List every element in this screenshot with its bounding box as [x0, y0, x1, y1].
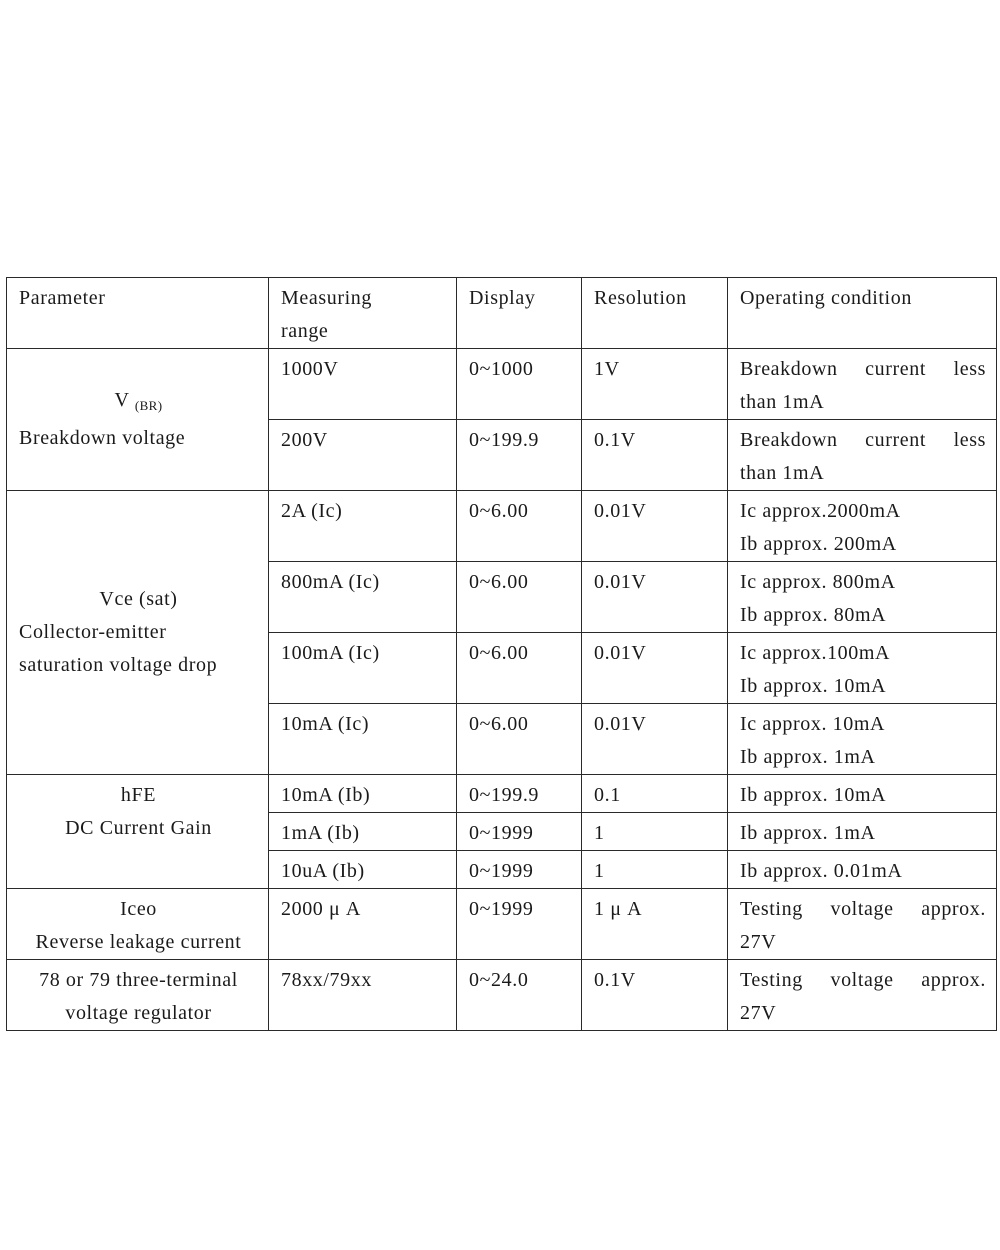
- param-name: voltage regulator: [65, 1002, 212, 1024]
- cell-display: 0~199.9: [457, 775, 582, 813]
- cell-condition: Testing voltage approx. 27V: [728, 960, 997, 1031]
- param-name: Breakdown voltage: [19, 427, 186, 449]
- param-name: Collector-emitter: [19, 621, 167, 643]
- cell-resolution: 0.1V: [582, 420, 728, 491]
- param-symbol: hFE: [120, 784, 157, 806]
- header-resolution: Resolution: [582, 278, 728, 349]
- cell-range: 10mA (Ic): [269, 704, 457, 775]
- param-name: 78 or 79 three-terminal: [39, 969, 238, 991]
- specification-table: [6, 277, 997, 1031]
- cell-display: 0~6.00: [457, 491, 582, 562]
- cell-condition: Ic approx. 800mA Ib approx. 80mA: [728, 562, 997, 633]
- param-dc-current-gain: [7, 775, 269, 889]
- param-reverse-leakage-current: [7, 889, 269, 960]
- header-measuring-range: Measuring range: [269, 278, 457, 349]
- cell-condition: Ic approx.2000mA Ib approx. 200mA: [728, 491, 997, 562]
- param-symbol: Iceo: [120, 898, 157, 920]
- cell-resolution: 1: [582, 813, 728, 851]
- cell-condition: Ic approx.100mA Ib approx. 10mA: [728, 633, 997, 704]
- table-row: [7, 889, 997, 960]
- cell-range: 2000 μ A: [269, 889, 457, 960]
- cell-range: 1mA (Ib): [269, 813, 457, 851]
- cell-display: 0~1000: [457, 349, 582, 420]
- param-voltage-regulator: [7, 960, 269, 1031]
- param-symbol: V $_{(BR)}$: [114, 389, 163, 413]
- table-row: [7, 775, 997, 813]
- cell-resolution: 1V: [582, 349, 728, 420]
- cell-resolution: 0.1: [582, 775, 728, 813]
- header-parameter: Parameter: [7, 278, 269, 349]
- cell-display: 0~199.9: [457, 420, 582, 491]
- cell-condition: Breakdown current less than 1mA: [728, 349, 997, 420]
- cell-resolution: 0.01V: [582, 491, 728, 562]
- cell-range: 200V: [269, 420, 457, 491]
- table-row: [7, 960, 997, 1031]
- cell-resolution: 1 μ A: [582, 889, 728, 960]
- table-row: [7, 349, 997, 420]
- cell-display: 0~1999: [457, 813, 582, 851]
- cell-display: 0~6.00: [457, 704, 582, 775]
- cell-condition: Ib approx. 10mA: [728, 775, 997, 813]
- cell-display: 0~6.00: [457, 562, 582, 633]
- cell-display: 0~1999: [457, 889, 582, 960]
- cell-resolution: 0.1V: [582, 960, 728, 1031]
- param-name: DC Current Gain: [65, 817, 212, 839]
- param-name: Reverse leakage current: [35, 931, 242, 953]
- cell-resolution: 1: [582, 851, 728, 889]
- param-name: saturation voltage drop: [19, 654, 218, 676]
- cell-range: 10uA (Ib): [269, 851, 457, 889]
- cell-range: 10mA (Ib): [269, 775, 457, 813]
- cell-range: 100mA (Ic): [269, 633, 457, 704]
- cell-display: 0~24.0: [457, 960, 582, 1031]
- cell-condition: Ib approx. 1mA: [728, 813, 997, 851]
- table-header-row: [7, 278, 997, 349]
- cell-condition: Testing voltage approx. 27V: [728, 889, 997, 960]
- table-row: [7, 491, 997, 562]
- param-collector-emitter-saturation: [7, 491, 269, 775]
- cell-range: 1000V: [269, 349, 457, 420]
- cell-display: 0~1999: [457, 851, 582, 889]
- cell-resolution: 0.01V: [582, 562, 728, 633]
- cell-range: 78xx/79xx: [269, 960, 457, 1031]
- header-display: Display: [457, 278, 582, 349]
- cell-condition: Ic approx. 10mA Ib approx. 1mA: [728, 704, 997, 775]
- cell-resolution: 0.01V: [582, 704, 728, 775]
- param-symbol: Vce (sat): [99, 588, 178, 610]
- cell-condition: Breakdown current less than 1mA: [728, 420, 997, 491]
- cell-range: 2A (Ic): [269, 491, 457, 562]
- cell-condition: Ib approx. 0.01mA: [728, 851, 997, 889]
- cell-display: 0~6.00: [457, 633, 582, 704]
- cell-range: 800mA (Ic): [269, 562, 457, 633]
- header-operating-condition: Operating condition: [728, 278, 997, 349]
- param-breakdown-voltage: [7, 349, 269, 491]
- cell-resolution: 0.01V: [582, 633, 728, 704]
